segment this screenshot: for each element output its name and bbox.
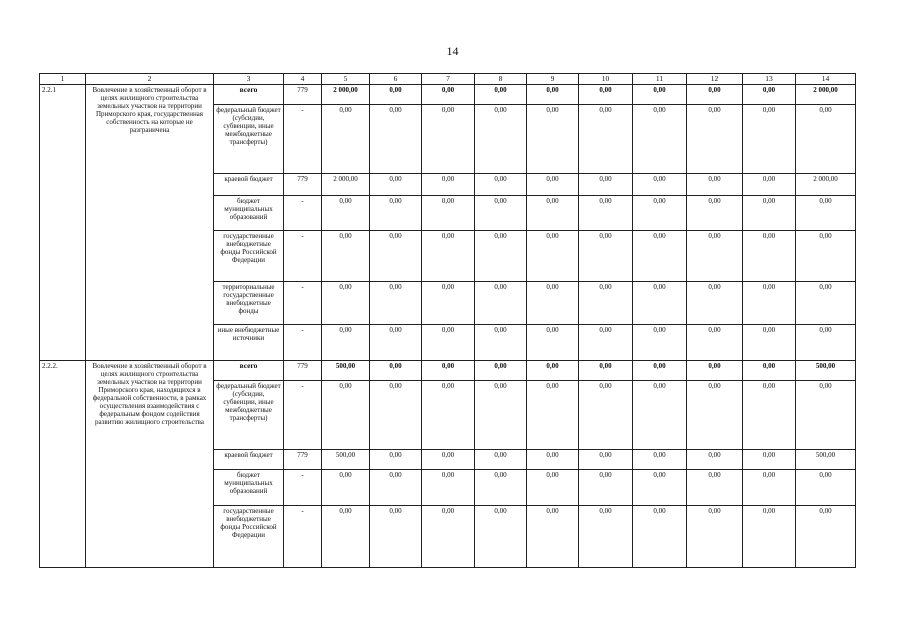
amount-cell: 0,00	[796, 470, 856, 506]
amount-cell: 0,00	[475, 85, 527, 105]
amount-cell: 0,00	[475, 174, 527, 196]
header-cell: 13	[743, 74, 796, 85]
amount-cell: 0,00	[633, 105, 687, 174]
amount-cell: 0,00	[422, 282, 475, 325]
amount-cell: 0,00	[579, 85, 633, 105]
amount-cell: 0,00	[322, 506, 370, 568]
funding-source: краевой бюджет	[214, 174, 284, 196]
amount-cell: 0,00	[475, 506, 527, 568]
amount-cell: 0,00	[796, 231, 856, 282]
funding-source: государственные внебюджетные фонды Российской Федерации	[214, 506, 284, 568]
amount-cell: 0,00	[743, 174, 796, 196]
amount-cell: 0,00	[422, 231, 475, 282]
header-cell: 2	[86, 74, 214, 85]
amount-cell: 0,00	[743, 282, 796, 325]
amount-cell: 0,00	[370, 450, 422, 470]
funding-source: федеральный бюджет (субсидии, субвенции, иные межбюджетные трансферты)	[214, 105, 284, 174]
amount-cell: 0,00	[579, 174, 633, 196]
amount-cell: 0,00	[743, 506, 796, 568]
amount-cell: 0,00	[579, 231, 633, 282]
amount-cell: 0,00	[743, 470, 796, 506]
header-cell: 8	[475, 74, 527, 85]
table-row	[40, 85, 856, 105]
amount-cell: 0,00	[475, 381, 527, 450]
amount-cell: 0,00	[633, 174, 687, 196]
amount-cell: 0,00	[322, 231, 370, 282]
amount-cell: 0,00	[743, 381, 796, 450]
funding-source: бюджет муниципальных образований	[214, 470, 284, 506]
funding-source: всего	[214, 85, 284, 105]
amount-cell: 0,00	[796, 105, 856, 174]
amount-cell: 0,00	[633, 506, 687, 568]
amount-cell: 0,00	[527, 450, 579, 470]
amount-cell: 0,00	[687, 85, 743, 105]
amount-cell: 0,00	[796, 196, 856, 231]
amount-cell: 0,00	[743, 85, 796, 105]
amount-cell: 0,00	[370, 196, 422, 231]
amount-cell: 0,00	[579, 105, 633, 174]
amount-cell: 0,00	[527, 506, 579, 568]
budget-code: -	[284, 381, 322, 450]
amount-cell: 0,00	[527, 196, 579, 231]
amount-cell: 500,00	[322, 361, 370, 381]
amount-cell: 0,00	[579, 450, 633, 470]
amount-cell: 0,00	[475, 361, 527, 381]
header-cell: 9	[527, 74, 579, 85]
amount-cell: 0,00	[633, 196, 687, 231]
amount-cell: 0,00	[743, 231, 796, 282]
amount-cell: 0,00	[633, 470, 687, 506]
amount-cell: 0,00	[579, 470, 633, 506]
amount-cell: 0,00	[422, 105, 475, 174]
amount-cell: 0,00	[475, 325, 527, 361]
amount-cell: 0,00	[475, 196, 527, 231]
page-number: 14	[446, 44, 459, 58]
amount-cell: 0,00	[370, 85, 422, 105]
section-code: 2.2.1	[40, 85, 86, 361]
amount-cell: 500,00	[796, 450, 856, 470]
amount-cell: 0,00	[527, 381, 579, 450]
amount-cell: 0,00	[796, 282, 856, 325]
amount-cell: 0,00	[579, 325, 633, 361]
amount-cell: 0,00	[370, 282, 422, 325]
amount-cell: 0,00	[475, 470, 527, 506]
amount-cell: 0,00	[796, 381, 856, 450]
amount-cell: 2 000,00	[322, 85, 370, 105]
budget-code: 779	[284, 450, 322, 470]
budget-code: -	[284, 282, 322, 325]
amount-cell: 0,00	[370, 470, 422, 506]
amount-cell: 2 000,00	[796, 174, 856, 196]
amount-cell: 0,00	[527, 325, 579, 361]
amount-cell: 0,00	[633, 231, 687, 282]
header-cell: 7	[422, 74, 475, 85]
amount-cell: 0,00	[527, 282, 579, 325]
amount-cell: 0,00	[743, 325, 796, 361]
amount-cell: 0,00	[687, 470, 743, 506]
amount-cell: 0,00	[422, 381, 475, 450]
amount-cell: 0,00	[475, 282, 527, 325]
section-name: Вовлечение в хозяйственный оборот в целях жилищного строительства земельных участков на территории Приморского края, государственная собственность на которые не разграничена	[86, 85, 214, 361]
amount-cell: 0,00	[579, 506, 633, 568]
amount-cell: 0,00	[422, 361, 475, 381]
amount-cell: 0,00	[370, 381, 422, 450]
amount-cell: 0,00	[743, 105, 796, 174]
amount-cell: 0,00	[527, 174, 579, 196]
amount-cell: 2 000,00	[322, 174, 370, 196]
amount-cell: 0,00	[475, 105, 527, 174]
amount-cell: 0,00	[422, 325, 475, 361]
amount-cell: 0,00	[527, 105, 579, 174]
amount-cell: 0,00	[743, 196, 796, 231]
header-cell: 10	[579, 74, 633, 85]
header-row	[40, 74, 856, 85]
header-cell: 11	[633, 74, 687, 85]
amount-cell: 0,00	[687, 174, 743, 196]
amount-cell: 0,00	[370, 231, 422, 282]
amount-cell: 0,00	[743, 361, 796, 381]
amount-cell: 500,00	[322, 450, 370, 470]
amount-cell: 0,00	[687, 196, 743, 231]
amount-cell: 0,00	[322, 381, 370, 450]
amount-cell: 0,00	[370, 105, 422, 174]
amount-cell: 0,00	[475, 231, 527, 282]
amount-cell: 0,00	[527, 231, 579, 282]
amount-cell: 2 000,00	[796, 85, 856, 105]
amount-cell: 0,00	[796, 506, 856, 568]
amount-cell: 0,00	[633, 381, 687, 450]
budget-code: 779	[284, 85, 322, 105]
amount-cell: 0,00	[422, 174, 475, 196]
amount-cell: 0,00	[633, 85, 687, 105]
funding-source: иные внебюджетные источники	[214, 325, 284, 361]
amount-cell: 0,00	[527, 361, 579, 381]
amount-cell: 0,00	[422, 506, 475, 568]
funding-source: федеральный бюджет (субсидии, субвенции, иные межбюджетные трансферты)	[214, 381, 284, 450]
section-name: Вовлечение в хозяйственный оборот в целях жилищного строительства земельных участков на территории Приморского края, находящихся в федеральной собственности, в рамках осуществления взаимодействия с федеральным фондом содействия развитию жилищного строительства	[86, 361, 214, 568]
amount-cell: 0,00	[633, 361, 687, 381]
header-cell: 1	[40, 74, 86, 85]
amount-cell: 0,00	[322, 105, 370, 174]
amount-cell: 0,00	[579, 282, 633, 325]
amount-cell: 0,00	[422, 196, 475, 231]
amount-cell: 0,00	[422, 85, 475, 105]
amount-cell: 0,00	[687, 450, 743, 470]
amount-cell: 0,00	[370, 325, 422, 361]
header-cell: 3	[214, 74, 284, 85]
amount-cell: 0,00	[633, 325, 687, 361]
budget-code: -	[284, 506, 322, 568]
amount-cell: 0,00	[687, 506, 743, 568]
amount-cell: 0,00	[370, 361, 422, 381]
amount-cell: 0,00	[633, 282, 687, 325]
header-cell: 14	[796, 74, 856, 85]
amount-cell: 0,00	[687, 325, 743, 361]
header-cell: 12	[687, 74, 743, 85]
budget-code: -	[284, 325, 322, 361]
table-row	[40, 361, 856, 381]
amount-cell: 0,00	[527, 85, 579, 105]
amount-cell: 500,00	[796, 361, 856, 381]
amount-cell: 0,00	[743, 450, 796, 470]
amount-cell: 0,00	[527, 470, 579, 506]
amount-cell: 0,00	[687, 361, 743, 381]
header-cell: 4	[284, 74, 322, 85]
amount-cell: 0,00	[422, 450, 475, 470]
amount-cell: 0,00	[370, 506, 422, 568]
budget-code: -	[284, 231, 322, 282]
budget-code: -	[284, 196, 322, 231]
amount-cell: 0,00	[475, 450, 527, 470]
amount-cell: 0,00	[687, 381, 743, 450]
funding-source: территориальные государственные внебюджетные фонды	[214, 282, 284, 325]
amount-cell: 0,00	[322, 282, 370, 325]
amount-cell: 0,00	[322, 196, 370, 231]
amount-cell: 0,00	[579, 381, 633, 450]
section-code: 2.2.2.	[40, 361, 86, 568]
amount-cell: 0,00	[370, 174, 422, 196]
amount-cell: 0,00	[633, 450, 687, 470]
header-cell: 5	[322, 74, 370, 85]
amount-cell: 0,00	[322, 470, 370, 506]
funding-source: бюджет муниципальных образований	[214, 196, 284, 231]
amount-cell: 0,00	[579, 361, 633, 381]
amount-cell: 0,00	[687, 231, 743, 282]
amount-cell: 0,00	[687, 282, 743, 325]
funding-source: краевой бюджет	[214, 450, 284, 470]
amount-cell: 0,00	[422, 470, 475, 506]
budget-code: -	[284, 105, 322, 174]
header-cell: 6	[370, 74, 422, 85]
budget-code: -	[284, 470, 322, 506]
amount-cell: 0,00	[579, 196, 633, 231]
amount-cell: 0,00	[796, 325, 856, 361]
amount-cell: 0,00	[687, 105, 743, 174]
funding-source: всего	[214, 361, 284, 381]
amount-cell: 0,00	[322, 325, 370, 361]
table-body	[40, 74, 856, 568]
budget-table	[39, 73, 856, 568]
funding-source: государственные внебюджетные фонды Российской Федерации	[214, 231, 284, 282]
budget-code: 779	[284, 361, 322, 381]
budget-code: 779	[284, 174, 322, 196]
